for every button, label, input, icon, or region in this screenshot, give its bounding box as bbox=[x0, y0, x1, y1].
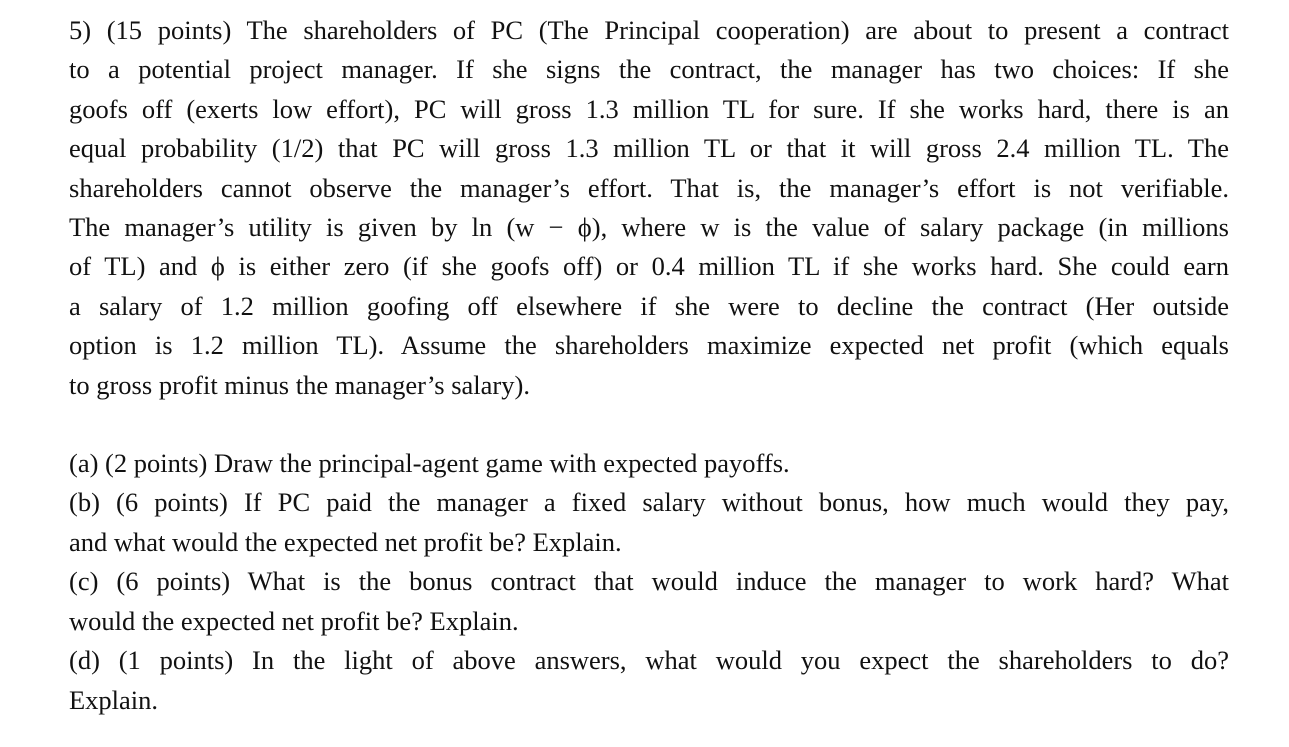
sub-questions bbox=[69, 444, 1229, 720]
question-a: (a) (2 points) Draw the principal-agent game with expected payoffs. bbox=[69, 448, 790, 479]
question-c-line: (c) (6 points) What is the bonus contract that would induce the manager to work hard? What bbox=[69, 566, 1229, 597]
question-b-line: (b) (6 points) If PC paid the manager a fixed salary without bonus, how much would they pay, bbox=[69, 487, 1229, 518]
statement-line: shareholders cannot observe the manager’s effort. That is, the manager’s effort is not verifiable. bbox=[69, 172, 1229, 203]
statement-line: 5) (15 points) The shareholders of PC (The Principal cooperation) are about to present a contract bbox=[69, 15, 1229, 45]
statement-line: option is 1.2 million TL). Assume the shareholders maximize expected net profit (which equals bbox=[69, 330, 1229, 361]
question-b-line: and what would the expected net profit be? Explain. bbox=[69, 526, 622, 557]
statement-line: to a potential project manager. If she signs the contract, the manager has two choices: If she bbox=[69, 54, 1229, 85]
statement-line: equal probability (1/2) that PC will gross 1.3 million TL or that it will gross 2.4 million TL. The bbox=[69, 133, 1229, 164]
problem-statement bbox=[69, 11, 1229, 405]
question-d-line: (d) (1 points) In the light of above answers, what would you expect the shareholders to do? bbox=[69, 645, 1229, 676]
statement-line: The manager’s utility is given by ln (w − ϕ), where w is the value of salary package (in millions bbox=[69, 212, 1229, 243]
question-c-line: would the expected net profit be? Explain. bbox=[69, 605, 519, 636]
statement-line: a salary of 1.2 million goofing off elsewhere if she were to decline the contract (Her outside bbox=[69, 290, 1229, 321]
paragraph-gap bbox=[69, 405, 1229, 444]
statement-line: goofs off (exerts low effort), PC will gross 1.3 million TL for sure. If she works hard, there is an bbox=[69, 93, 1229, 124]
problem-document bbox=[69, 11, 1229, 720]
question-d-line: Explain. bbox=[69, 684, 159, 715]
statement-line: of TL) and ϕ is either zero (if she goofs off) or 0.4 million TL if she works hard. She could earn bbox=[69, 251, 1229, 282]
statement-line: to gross profit minus the manager’s salary). bbox=[69, 369, 530, 400]
